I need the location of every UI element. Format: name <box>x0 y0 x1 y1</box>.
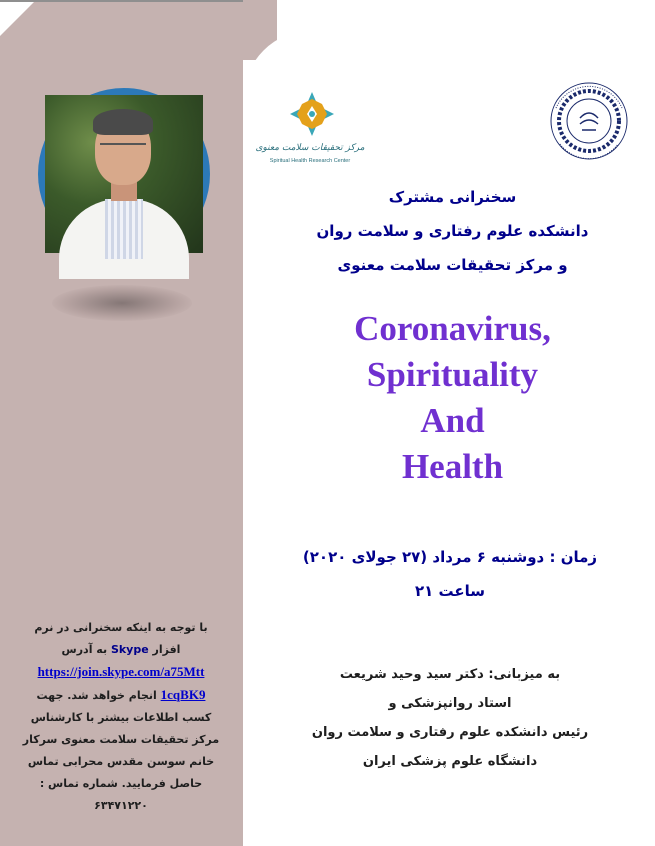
university-seal-logo <box>546 78 632 164</box>
university-seal-icon <box>546 78 632 164</box>
folded-corner <box>0 2 34 36</box>
title-line-2: دانشکده علوم رفتاری و سلامت روان <box>316 222 589 240</box>
info-line-5: کسب اطلاعات بیشتر با کارشناس <box>30 711 212 724</box>
skype-link[interactable]: https://join.skype.com/a75Mtt <box>37 664 205 679</box>
event-time <box>270 540 630 608</box>
sidebar-info <box>8 617 234 817</box>
skype-label: Skype <box>110 643 149 656</box>
english-title-line-1: Coronavirus, <box>354 309 551 348</box>
host-info <box>260 660 640 776</box>
phone-number: ۶۳۴۷۱۲۲۰ <box>94 799 148 812</box>
english-title-line-2: Spirituality <box>366 355 539 394</box>
title-line-1: سخنرانی مشترک <box>388 188 517 206</box>
photo-shadow <box>52 285 192 321</box>
info-line-3 <box>8 661 234 684</box>
english-title <box>255 306 650 490</box>
info-line-4: 1cqBK9 انجام خواهد شد. جهت <box>36 687 206 702</box>
info-line-1: با توجه به اینکه سخنرانی در نرم <box>34 621 208 634</box>
host-line-1: به میزبانی: دکتر سید وحید شریعت <box>339 667 561 682</box>
persian-title <box>255 180 650 282</box>
skype-link-continued[interactable]: 1cqBK9 <box>160 687 206 702</box>
english-title-line-4: Health <box>401 447 504 486</box>
host-line-2: استاد روانپزشکی و <box>388 696 512 711</box>
info-line-8: حاصل فرمایید. شماره تماس : <box>39 777 203 790</box>
event-date: زمان : دوشنبه ۶ مرداد (۲۷ جولای ۲۰۲۰) <box>302 548 598 566</box>
svg-text:مرکز تحقیقات سلامت معنوی: مرکز تحقیقات سلامت معنوی <box>255 143 365 153</box>
host-line-4: دانشگاه علوم پزشکی ایران <box>362 754 538 769</box>
host-line-3: رئیس دانشکده علوم رفتاری و سلامت روان <box>311 725 589 740</box>
info-line-7: خانم سوسن مقدس محرابی تماس <box>27 755 215 768</box>
info-line-6: مرکز تحقیقات سلامت معنوی سرکار <box>22 733 220 746</box>
spiritual-health-emblem-icon <box>255 86 365 166</box>
speaker-photo <box>45 95 203 253</box>
english-title-line-3: And <box>420 401 485 440</box>
info-line-2: افزار Skype به آدرس <box>61 643 181 656</box>
spiritual-health-logo <box>255 86 365 166</box>
event-hour: ساعت ۲۱ <box>414 582 486 600</box>
title-line-3: و مرکز تحقیقات سلامت معنوی <box>337 256 568 274</box>
svg-text:Spiritual Health Research Cent: Spiritual Health Research Center <box>269 158 351 164</box>
